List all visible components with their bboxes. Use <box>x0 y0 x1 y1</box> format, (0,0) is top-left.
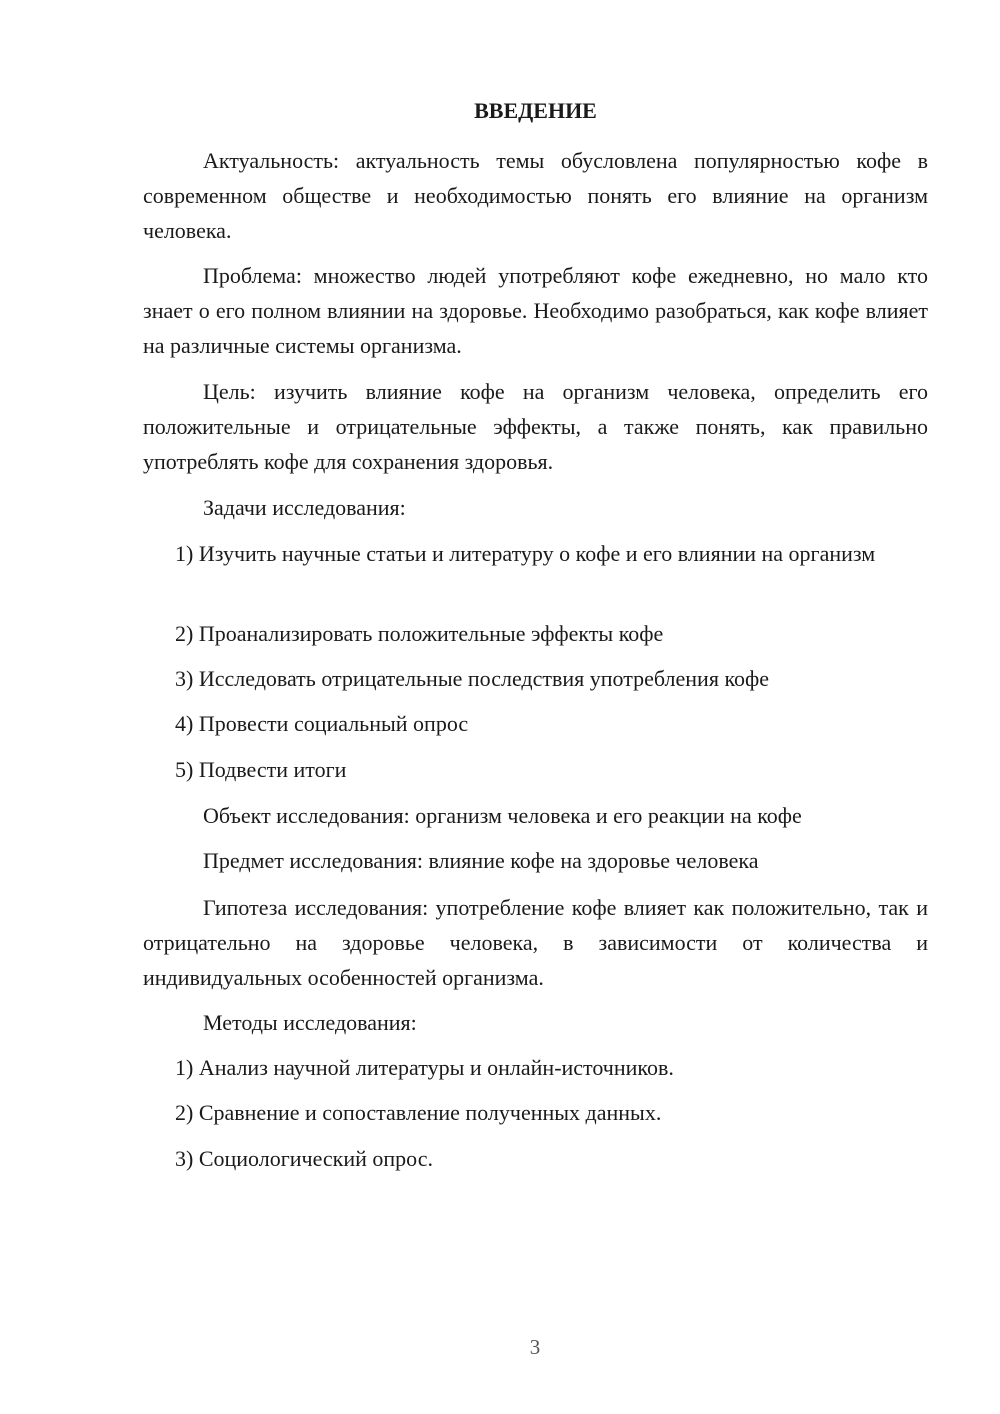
page-title: ВВЕДЕНИЕ <box>474 98 597 123</box>
task-item-4: 4) Провести социальный опрос <box>175 711 469 736</box>
problem-paragraph: Проблема: множество людей употребляют кофе ежедневно, но мало кто знает о его полном влиянии на здоровье. Необходимо разобраться, как кофе влияет на различные системы организма. <box>143 263 928 358</box>
page-number: 3 <box>529 1335 541 1359</box>
task-item-5: 5) Подвести итоги <box>175 757 347 782</box>
tasks-heading: Задачи исследования: <box>203 495 406 520</box>
goal-paragraph: Цель: изучить влияние кофе на организм человека, определить его положительные и отрицательные эффекты, а также понять, как правильно употреблять кофе для сохранения здоровья. <box>143 379 928 474</box>
methods-heading: Методы исследования: <box>203 1010 417 1035</box>
task-item-3: 3) Исследовать отрицательные последствия употребления кофе <box>175 666 770 691</box>
hypothesis-paragraph: Гипотеза исследования: употребление кофе влияет как положительно, так и отрицательно на здоровье человека, в зависимости от количества и индивидуальных особенностей организма. <box>143 895 928 990</box>
task-item-1: 1) Изучить научные статьи и литературу о кофе и его влиянии на организм <box>175 541 876 566</box>
research-subject: Предмет исследования: влияние кофе на здоровье человека <box>203 848 759 873</box>
method-item-2: 2) Сравнение и сопоставление полученных данных. <box>175 1100 662 1125</box>
method-item-3: 3) Социологический опрос. <box>175 1146 433 1171</box>
relevance-paragraph: Актуальность: актуальность темы обусловлена популярностью кофе в современном обществе и необходимостью понять его влияние на организм человека. <box>143 148 928 243</box>
research-object: Объект исследования: организм человека и его реакции на кофе <box>203 803 802 828</box>
method-item-1: 1) Анализ научной литературы и онлайн-источников. <box>175 1055 674 1080</box>
task-item-2: 2) Проанализировать положительные эффекты кофе <box>175 621 664 646</box>
